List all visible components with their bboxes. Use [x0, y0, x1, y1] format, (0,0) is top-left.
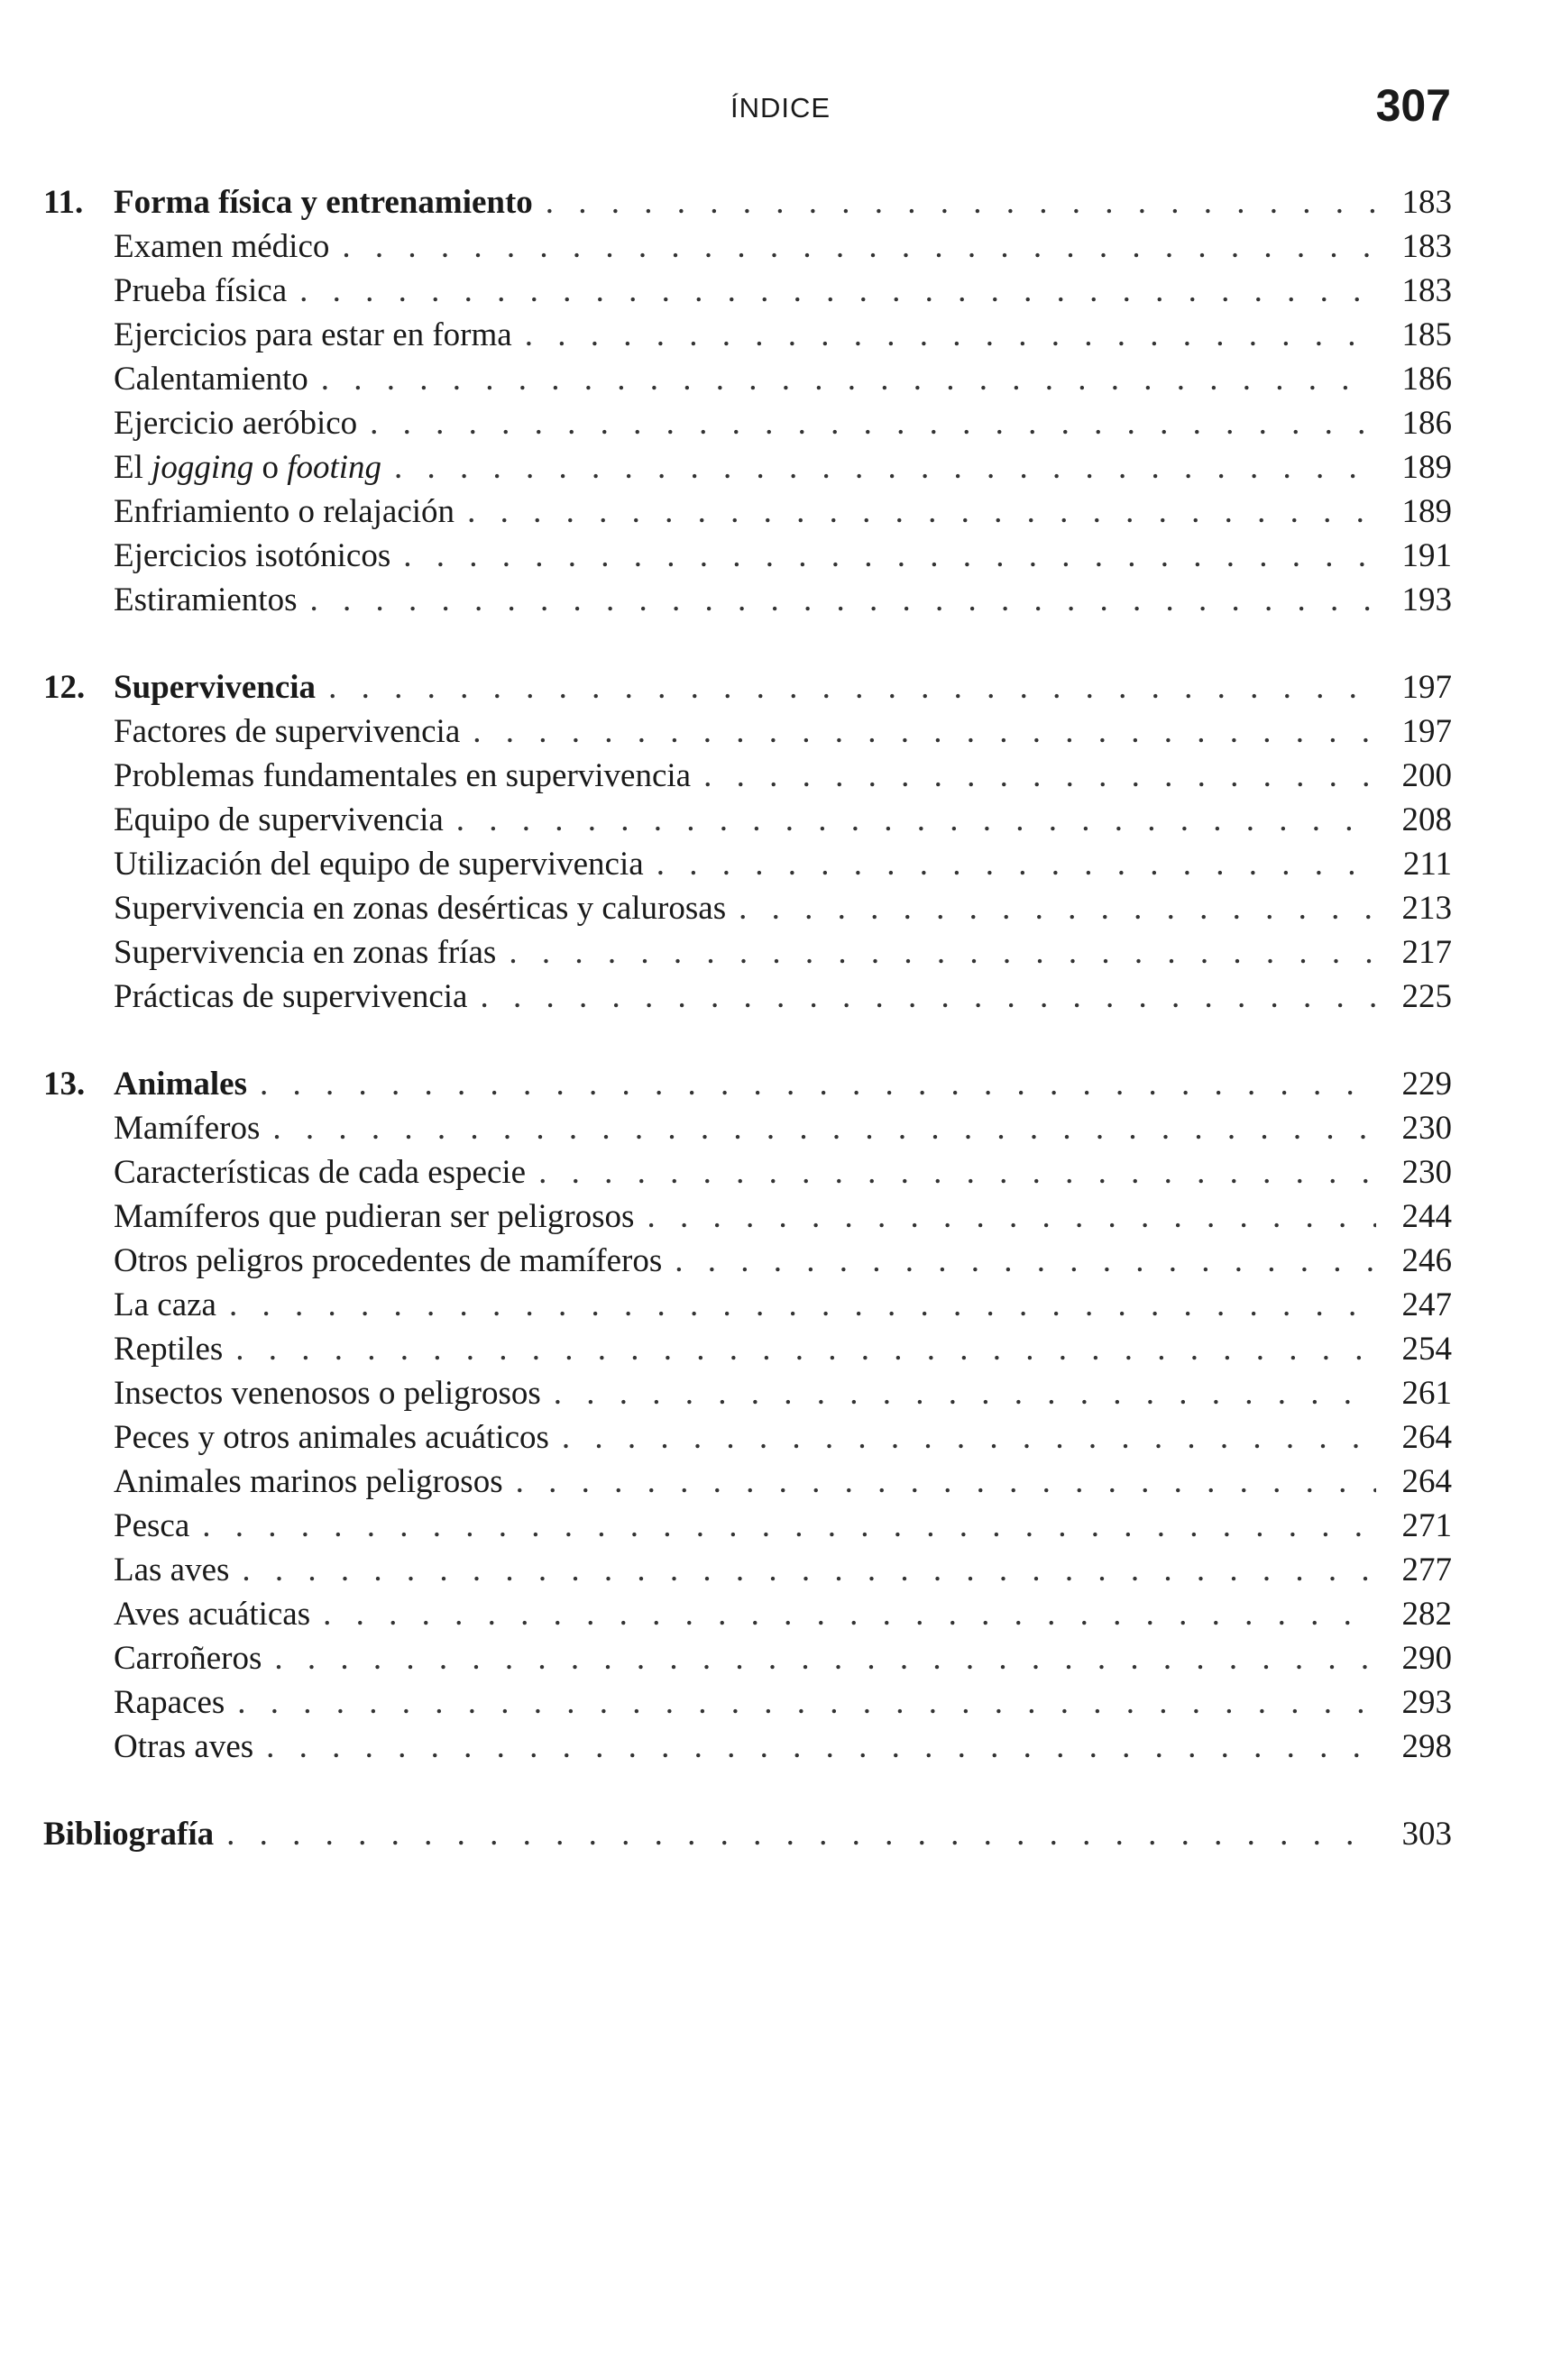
chapter-page-number: 229 [1401, 1066, 1452, 1103]
toc-section [43, 180, 1452, 622]
entry-page-number: 230 [1401, 1110, 1452, 1147]
toc-entry[interactable] [43, 1239, 1452, 1283]
entry-title-part: o [253, 449, 288, 486]
entry-title: Factores de supervivencia [114, 713, 461, 750]
entry-title: Otras aves [114, 1728, 254, 1765]
entry-title: Estiramientos [114, 581, 298, 618]
entry-page-number: 264 [1401, 1419, 1452, 1456]
dot-leader [202, 1504, 1376, 1548]
entry-title: Las aves [114, 1552, 230, 1588]
entry-title: Carroñeros [114, 1640, 262, 1677]
entry-title-part: El [114, 449, 152, 486]
toc-entry[interactable] [43, 1680, 1452, 1725]
entry-page-number: 261 [1401, 1375, 1452, 1412]
toc-entry[interactable] [43, 269, 1452, 313]
toc-entry[interactable] [43, 930, 1452, 975]
toc-entry[interactable] [43, 224, 1452, 269]
entry-page-number: 293 [1401, 1684, 1452, 1721]
entry-page-number: 189 [1401, 493, 1452, 530]
toc-chapter-heading[interactable] [43, 665, 1452, 709]
dot-leader [370, 401, 1376, 445]
dot-leader [309, 578, 1376, 622]
toc-entry[interactable] [43, 975, 1452, 1019]
entry-title-italic: jogging [152, 449, 254, 486]
toc-entry[interactable] [43, 754, 1452, 798]
dot-leader [546, 180, 1376, 224]
entry-page-number: 213 [1401, 890, 1452, 927]
dot-leader [323, 1592, 1376, 1636]
toc-entry[interactable] [43, 1150, 1452, 1195]
entry-page-number: 271 [1401, 1507, 1452, 1544]
toc-entry[interactable] [43, 1460, 1452, 1504]
header-page-number: 307 [1375, 80, 1451, 131]
entry-page-number: 225 [1401, 978, 1452, 1015]
toc-entry[interactable] [43, 313, 1452, 357]
entry-title: Insectos venenosos o peligrosos [114, 1375, 541, 1412]
chapter-title: Supervivencia [114, 669, 317, 706]
entry-title: Ejercicios para estar en forma [114, 316, 512, 353]
entry-page-number: 254 [1401, 1331, 1452, 1368]
table-of-contents [43, 180, 1452, 1856]
dot-leader [235, 1327, 1376, 1371]
dot-leader [509, 930, 1376, 975]
toc-section [43, 665, 1452, 1019]
entry-page-number: 290 [1401, 1640, 1452, 1677]
chapter-title: Animales [114, 1066, 247, 1103]
entry-title [114, 445, 381, 490]
entry-title: Examen médico [114, 228, 330, 265]
entry-page-number: 197 [1401, 713, 1452, 750]
dot-leader [473, 709, 1376, 754]
chapter-page-number: 183 [1401, 184, 1452, 221]
dot-leader [229, 1283, 1376, 1327]
entry-page-number: 183 [1401, 228, 1452, 265]
entry-page-number: 246 [1401, 1242, 1452, 1279]
entry-title: La caza [114, 1286, 216, 1323]
entry-title: Ejercicios isotónicos [114, 537, 391, 574]
entry-title: Prueba física [114, 272, 288, 309]
dot-leader [525, 313, 1376, 357]
entry-page-number: 230 [1401, 1154, 1452, 1191]
toc-entry[interactable] [43, 534, 1452, 578]
toc-entry[interactable] [43, 1504, 1452, 1548]
entry-page-number: 200 [1401, 757, 1452, 794]
entry-title: Ejercicio aeróbico [114, 405, 358, 442]
entry-page-number: 186 [1401, 405, 1452, 442]
entry-title: Calentamiento [114, 361, 308, 398]
dot-leader [703, 754, 1376, 798]
dot-leader [657, 842, 1376, 886]
dot-leader [237, 1680, 1376, 1725]
toc-entry[interactable] [43, 578, 1452, 622]
dot-leader [647, 1195, 1376, 1239]
entry-title: Mamíferos que pudieran ser peligrosos [114, 1198, 635, 1235]
entry-page-number: 189 [1401, 449, 1452, 486]
entry-page-number: 185 [1401, 316, 1452, 353]
dot-leader [456, 798, 1376, 842]
entry-page-number: 282 [1401, 1596, 1452, 1633]
chapter-page-number: 197 [1401, 669, 1452, 706]
entry-page-number: 244 [1401, 1198, 1452, 1235]
entry-page-number: 211 [1402, 846, 1452, 883]
dot-leader [328, 665, 1376, 709]
toc-entry[interactable] [43, 445, 1452, 490]
chapter-number: 11. [43, 184, 84, 221]
dot-leader [675, 1239, 1376, 1283]
entry-title: Peces y otros animales acuáticos [114, 1419, 549, 1456]
toc-entry[interactable] [43, 842, 1452, 886]
entry-title: Enfriamiento o relajación [114, 493, 455, 530]
toc-entry[interactable] [43, 1195, 1452, 1239]
dot-leader [260, 1062, 1376, 1106]
entry-page-number: 193 [1401, 581, 1452, 618]
entry-title: Pesca [114, 1507, 190, 1544]
dot-leader [274, 1636, 1376, 1680]
dot-leader [562, 1415, 1376, 1460]
entry-title: Animales marinos peligrosos [114, 1463, 503, 1500]
toc-entry[interactable] [43, 1106, 1452, 1150]
toc-entry[interactable] [43, 1415, 1452, 1460]
entry-title: Otros peligros procedentes de mamíferos [114, 1242, 663, 1279]
dot-leader [739, 886, 1376, 930]
entry-page-number: 191 [1401, 537, 1452, 574]
entry-page-number: 217 [1401, 934, 1452, 971]
entry-page-number: 247 [1401, 1286, 1452, 1323]
dot-leader [516, 1460, 1376, 1504]
dot-leader [403, 534, 1376, 578]
entry-title: Prácticas de supervivencia [114, 978, 468, 1015]
entry-page-number: 277 [1401, 1552, 1452, 1588]
dot-leader [242, 1548, 1376, 1592]
dot-leader [394, 445, 1376, 490]
toc-entry[interactable] [43, 1592, 1452, 1636]
dot-leader [321, 357, 1376, 401]
entry-title: Rapaces [114, 1684, 225, 1721]
entry-page-number: 208 [1401, 801, 1452, 838]
toc-entry[interactable] [43, 357, 1452, 401]
bibliography-page-number: 303 [1401, 1816, 1452, 1853]
chapter-number: 12. [43, 669, 86, 706]
entry-title-italic: footing [287, 449, 382, 486]
dot-leader [299, 269, 1376, 313]
toc-chapter-heading[interactable] [43, 180, 1452, 224]
chapter-number: 13. [43, 1066, 86, 1103]
toc-entry[interactable] [43, 886, 1452, 930]
dot-leader [480, 975, 1376, 1019]
entry-title: Equipo de supervivencia [114, 801, 444, 838]
entry-page-number: 183 [1401, 272, 1452, 309]
toc-entry[interactable] [43, 490, 1452, 534]
entry-title: Supervivencia en zonas desérticas y calurosas [114, 890, 727, 927]
toc-entry[interactable] [43, 1327, 1452, 1371]
dot-leader [266, 1725, 1376, 1769]
toc-entry[interactable] [43, 401, 1452, 445]
entry-page-number: 264 [1401, 1463, 1452, 1500]
toc-entry[interactable] [43, 1548, 1452, 1592]
toc-entry[interactable] [43, 1636, 1452, 1680]
toc-section [43, 1062, 1452, 1769]
entry-title: Supervivencia en zonas frías [114, 934, 497, 971]
entry-page-number: 298 [1401, 1728, 1452, 1765]
toc-chapter-heading[interactable] [43, 1062, 1452, 1106]
toc-entry[interactable] [43, 709, 1452, 754]
dot-leader [342, 224, 1376, 269]
entry-title: Características de cada especie [114, 1154, 527, 1191]
entry-title: Problemas fundamentales en supervivencia [114, 757, 692, 794]
entry-title: Reptiles [114, 1331, 224, 1368]
bibliography-title: Bibliografía [43, 1816, 215, 1853]
entry-page-number: 186 [1401, 361, 1452, 398]
toc-entry[interactable] [43, 798, 1452, 842]
toc-bibliography[interactable] [43, 1812, 1452, 1856]
dot-leader [554, 1371, 1376, 1415]
toc-entry[interactable] [43, 1283, 1452, 1327]
dot-leader [538, 1150, 1376, 1195]
dot-leader [467, 490, 1376, 534]
entry-title: Utilización del equipo de supervivencia [114, 846, 644, 883]
running-header [0, 79, 1561, 133]
entry-title: Mamíferos [114, 1110, 261, 1147]
toc-entry[interactable] [43, 1725, 1452, 1769]
dot-leader [226, 1812, 1376, 1856]
chapter-title: Forma física y entrenamiento [114, 184, 533, 221]
header-title: ÍNDICE [730, 92, 831, 124]
dot-leader [272, 1106, 1376, 1150]
toc-entry[interactable] [43, 1371, 1452, 1415]
entry-title: Aves acuáticas [114, 1596, 311, 1633]
